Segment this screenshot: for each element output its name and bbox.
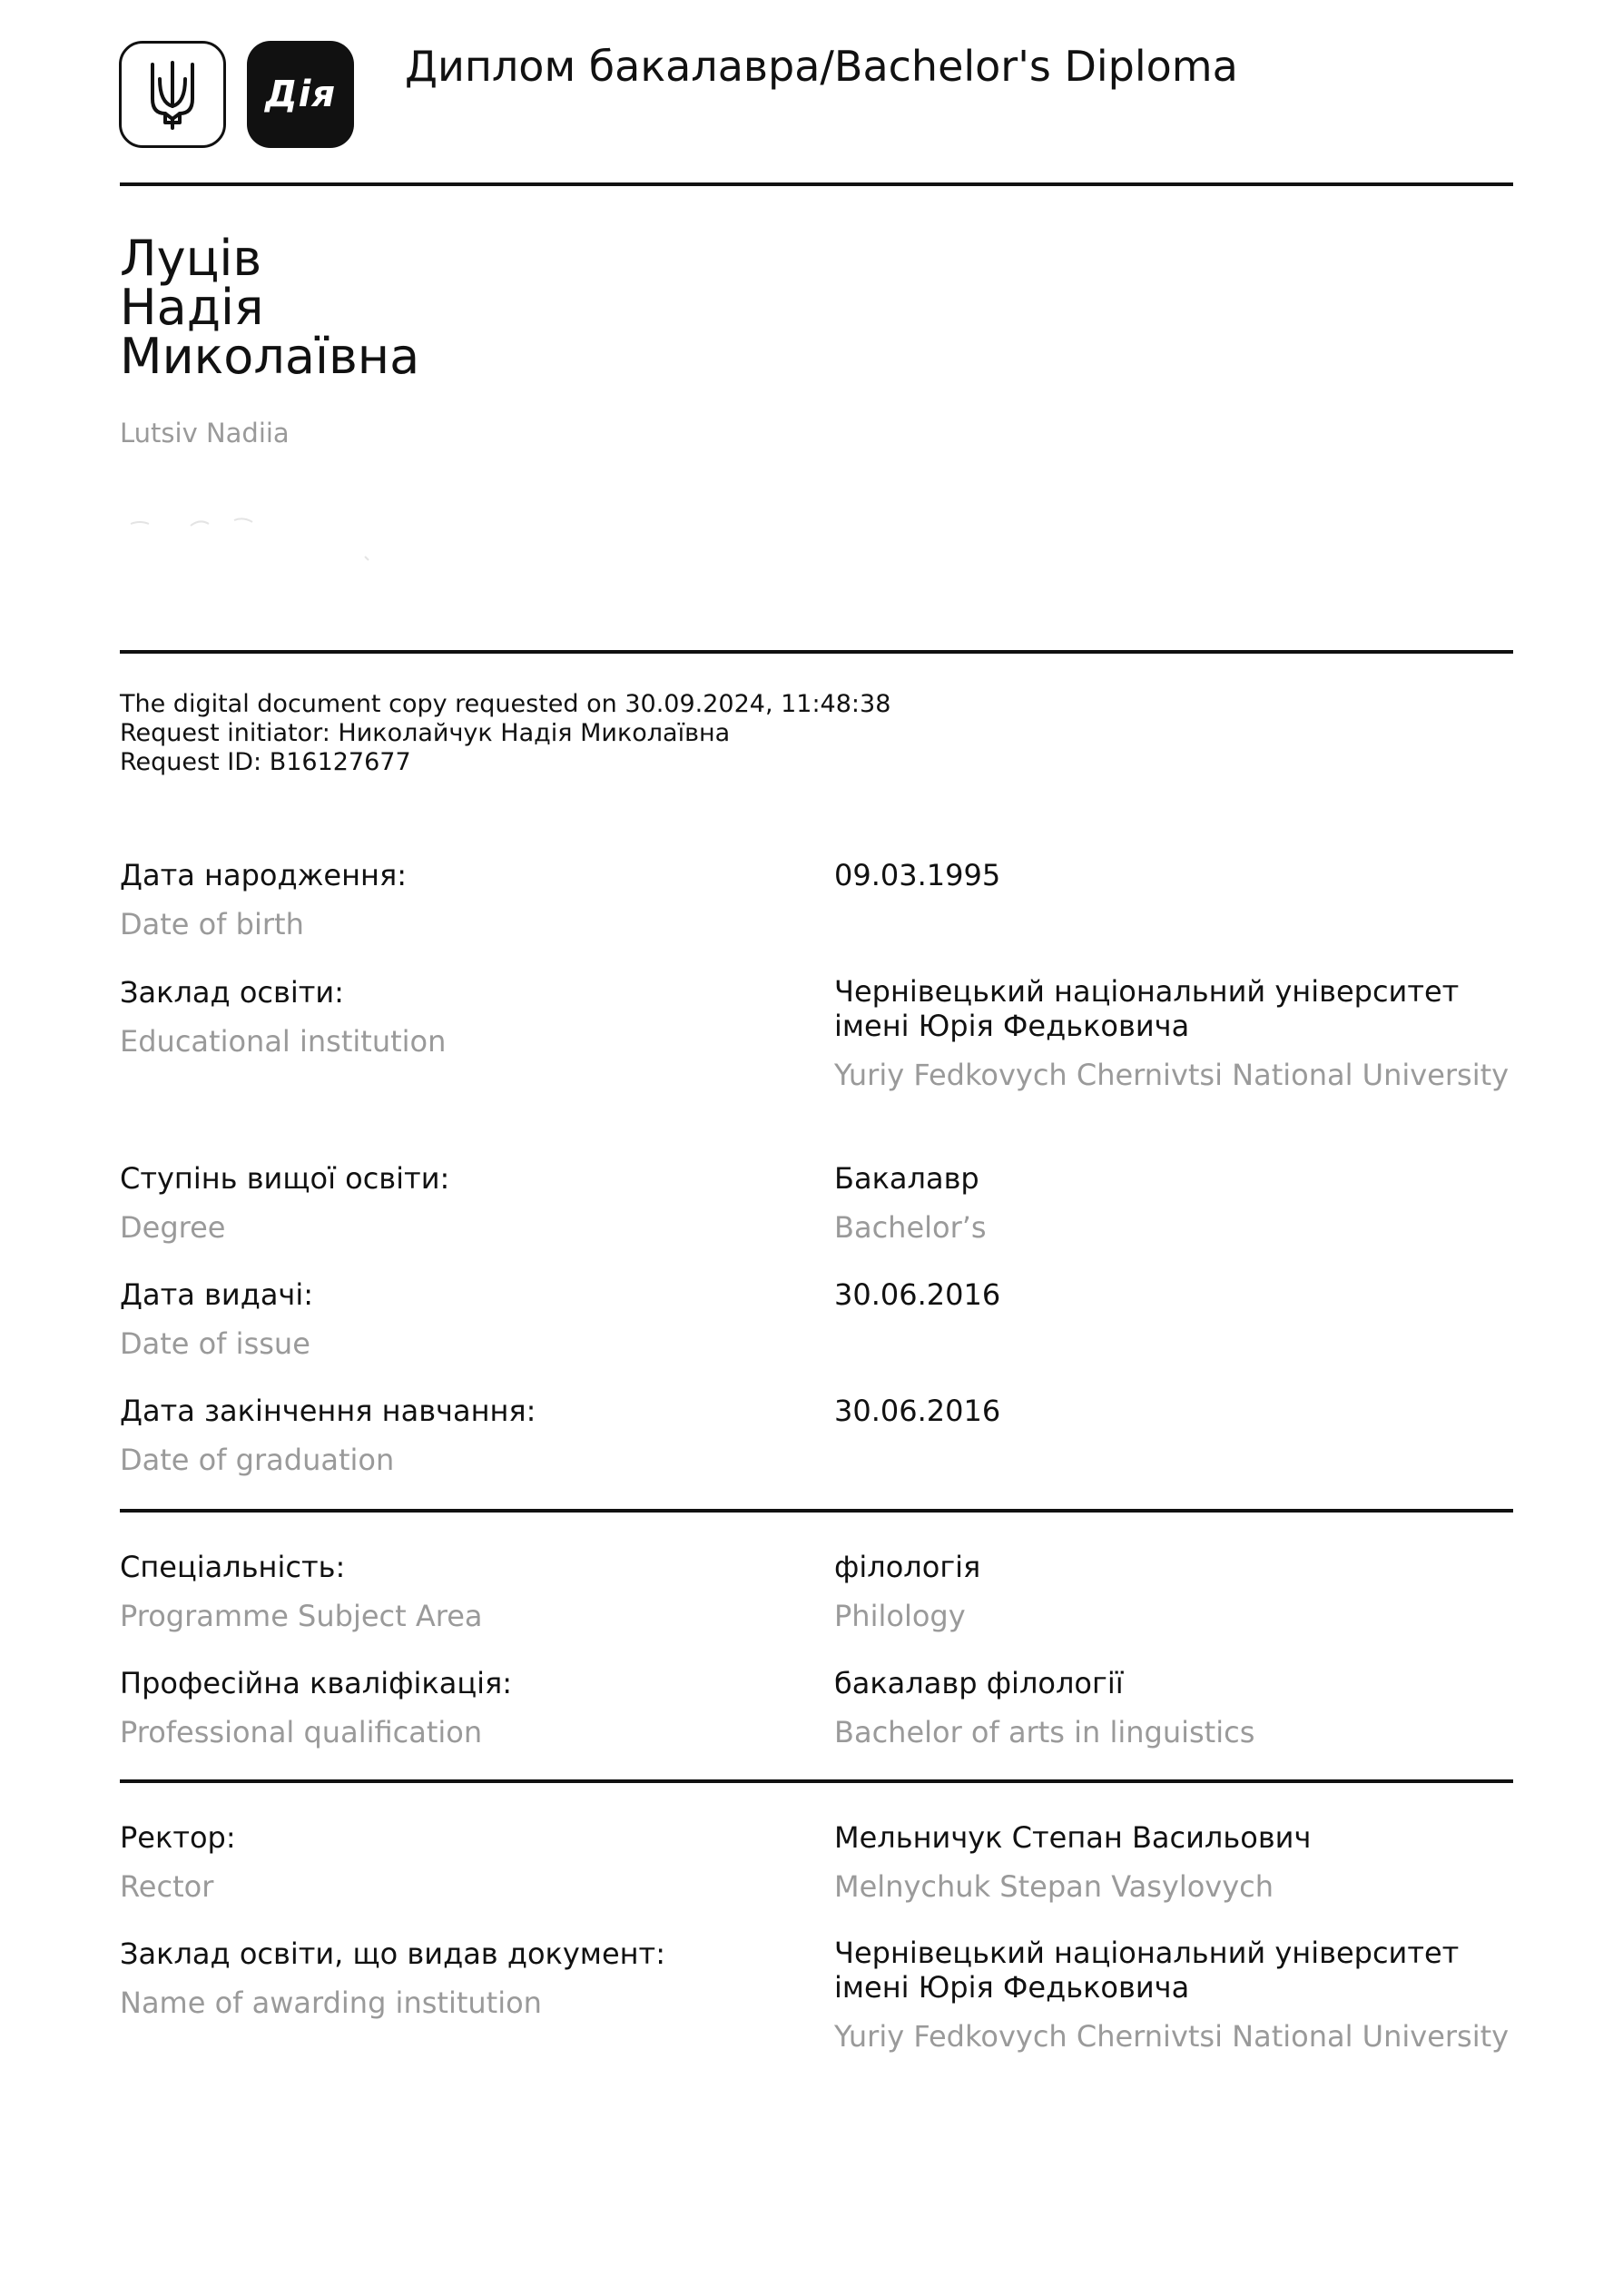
divider xyxy=(120,650,1513,654)
graduation-date-value: 30.06.2016 xyxy=(834,1394,1001,1428)
qualification-value: бакалавр філології Bachelor of arts in linguistics xyxy=(834,1666,1255,1749)
ukraine-trident-logo xyxy=(119,41,226,148)
graduation-date-label: Дата закінчення навчання: Date of graduation xyxy=(120,1394,536,1477)
diia-app-logo xyxy=(247,41,354,148)
request-info xyxy=(120,690,890,777)
holder-name xyxy=(120,230,420,385)
degree-value: Бакалавр Bachelor’s xyxy=(834,1161,987,1245)
diia-logo-text: Дія xyxy=(264,74,337,115)
issue-date-label: Дата видачі: Date of issue xyxy=(120,1277,313,1361)
institution-value: Чернівецький національний університет імені Юрія Федьковича Yuriy Fedkovych Chernivtsi National University xyxy=(834,974,1510,1092)
request-id-line: Request ID: B16127677 xyxy=(120,748,411,776)
divider xyxy=(120,1779,1513,1783)
faint-signature-marks xyxy=(127,513,399,567)
divider xyxy=(120,182,1513,186)
awarding-institution-value: Чернівецький національний університет імені Юрія Федьковича Yuriy Fedkovych Chernivtsi National University xyxy=(834,1936,1510,2054)
specialty-label: Спеціальність: Programme Subject Area xyxy=(120,1550,483,1633)
issue-date-value: 30.06.2016 xyxy=(834,1277,1001,1312)
birth-date-value: 09.03.1995 xyxy=(834,858,1001,892)
degree-label: Ступінь вищої освіти: Degree xyxy=(120,1161,450,1245)
divider xyxy=(120,1509,1513,1513)
request-date-line: The digital document copy requested on 30.09.2024, 11:48:38 xyxy=(120,690,891,718)
document-title: Диплом бакалавра/Bachelor's Diploma xyxy=(405,42,1238,91)
holder-given-name: Надія xyxy=(120,279,264,336)
request-initiator-line: Request initiator: Николайчук Надія Миколаївна xyxy=(120,719,731,747)
holder-surname: Луців xyxy=(120,230,262,287)
qualification-label: Професійна кваліфікація: Professional qualification xyxy=(120,1666,513,1749)
holder-patronymic: Миколаївна xyxy=(120,328,420,385)
specialty-value: філологія Philology xyxy=(834,1550,981,1633)
rector-value: Мельничук Степан Васильович Melnychuk Stepan Vasylovych xyxy=(834,1820,1312,1904)
birth-date-label: Дата народження: Date of birth xyxy=(120,858,407,941)
trident-icon xyxy=(147,59,198,130)
institution-label: Заклад освіти: Educational institution xyxy=(120,975,447,1059)
rector-label: Ректор: Rector xyxy=(120,1820,236,1904)
awarding-institution-label: Заклад освіти, що видав документ: Name of awarding institution xyxy=(120,1936,665,2020)
holder-latin-name: Lutsiv Nadiia xyxy=(120,418,290,448)
